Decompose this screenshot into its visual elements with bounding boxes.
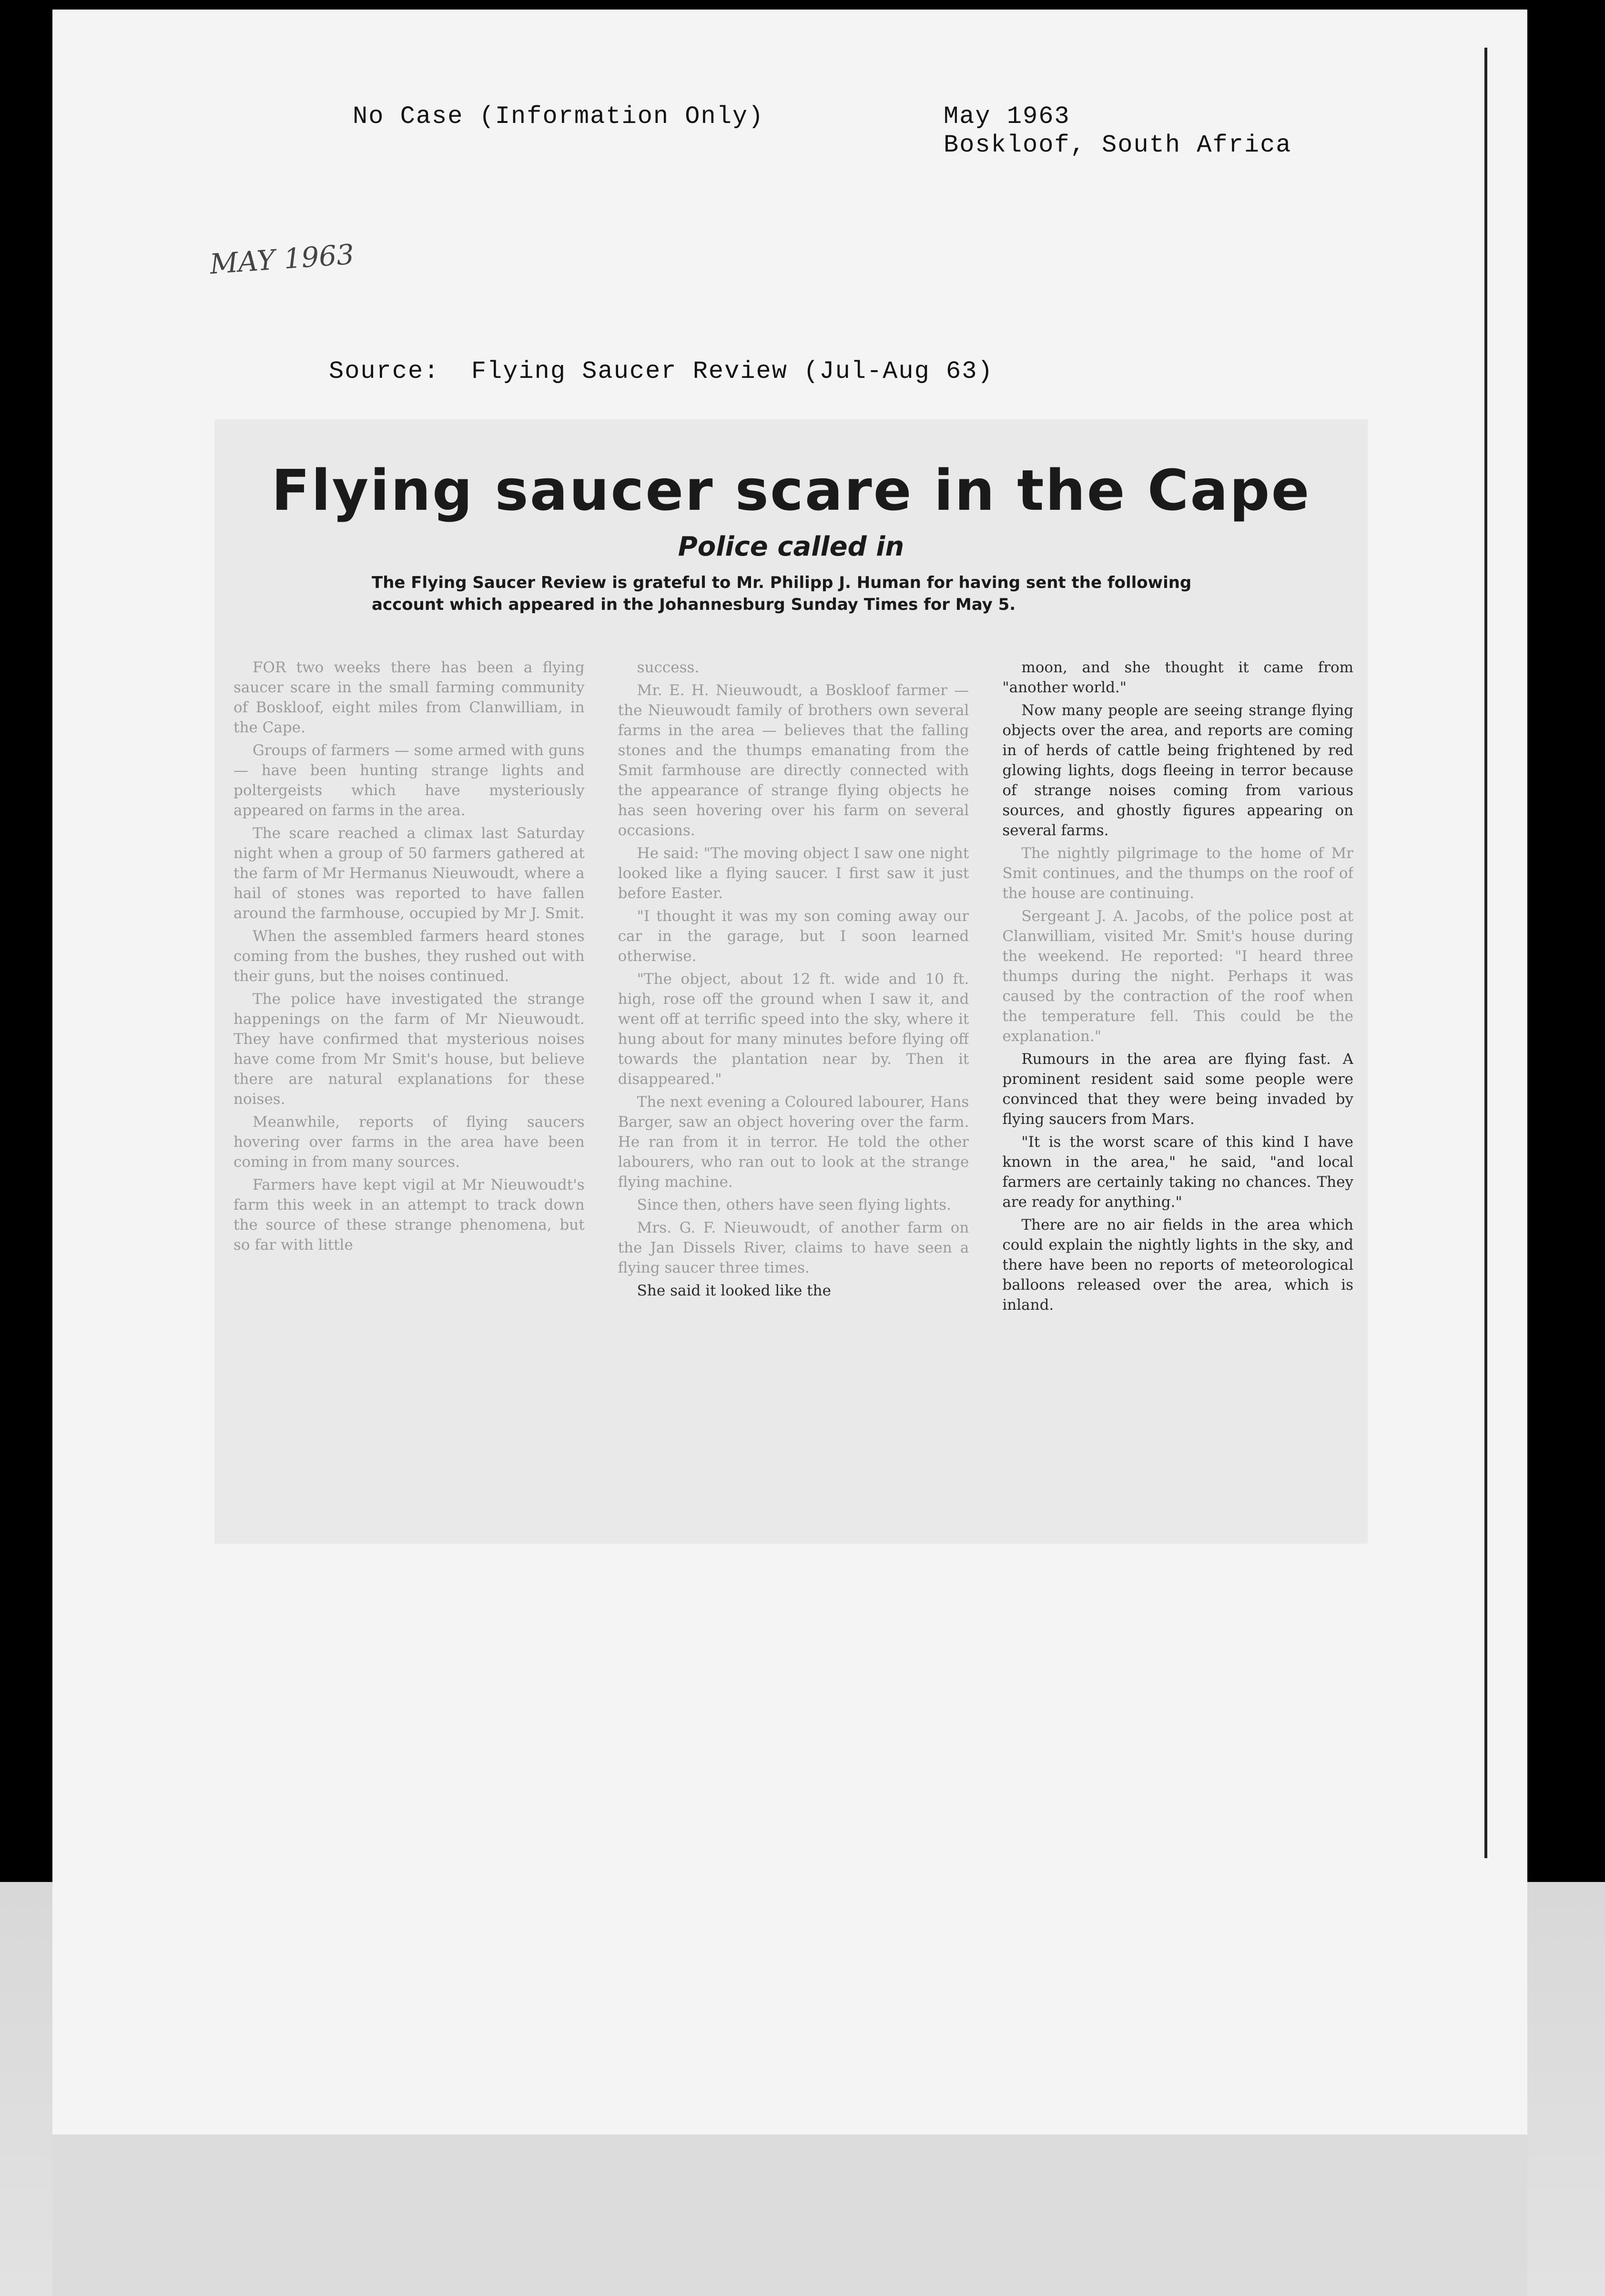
paragraph: Farmers have kept vigil at Mr Nieuwoudt's farm this week in an attempt to track down the source of these strange phenomena, but so far with little xyxy=(234,1176,585,1254)
paragraph: He said: "The moving object I saw one night looked like a flying saucer. I first saw it just before Easter. xyxy=(618,845,969,902)
handwritten-date: MAY 1963 xyxy=(208,238,356,281)
paragraph: Mr. E. H. Nieuwoudt, a Boskloof farmer — the Nieuwoudt family of brothers own several farms in the area — believes that the falling stones and the thumps emanating from the Smit farmhouse are directly connected with the appearance of strange flying objects he has seen hovering over his farm on several occasions. xyxy=(618,682,969,839)
paragraph: Now many people are seeing strange flying objects over the area, and reports are coming in of herds of cattle being frightened by red glowing lights, dogs fleeing in terror because of strange noises coming from various sources, and ghostly figures appearing on several farms. xyxy=(1002,702,1354,839)
report-location: Boskloof, South Africa xyxy=(944,131,1292,159)
paragraph: moon, and she thought it came from "another world." xyxy=(1002,659,1354,696)
paragraph: The scare reached a climax last Saturday night when a group of 50 farmers gathered at the farm of Mr Hermanus Nieuwoudt, where a hail of stones was reported to have fallen around the farmhouse, occupied by Mr J. Smit. xyxy=(234,825,585,922)
article-column-3 xyxy=(1002,657,1353,1529)
paragraph: success. xyxy=(637,659,700,676)
article-headline: Flying saucer scare in the Cape xyxy=(271,457,1311,523)
paragraph: FOR two weeks there has been a flying saucer scare in the small farming community of Boskloof, eight miles from Clanwilliam, in the Cape. xyxy=(234,659,585,736)
report-date: May 1963 xyxy=(944,102,1070,131)
article-columns xyxy=(234,657,1353,1529)
article-subheadline: Police called in xyxy=(678,531,904,562)
page-bottom-band xyxy=(52,2134,1527,2296)
paragraph: Rumours in the area are flying fast. A prominent resident said some people were convinced that they were being invaded by flying saucers from Mars. xyxy=(1002,1051,1354,1128)
paragraph: When the assembled farmers heard stones coming from the bushes, they rushed out with their guns, but the noises continued. xyxy=(234,928,585,985)
paragraph: Meanwhile, reports of flying saucers hovering over farms in the area have been coming in from many sources. xyxy=(234,1113,585,1171)
paragraph: "I thought it was my son coming away our car in the garage, but I soon learned otherwise. xyxy=(618,908,969,965)
paragraph: The next evening a Coloured labourer, Hans Barger, saw an object hovering over the farm. He ran from it in terror. He told the other labourers, who ran out to look at the strange flying machine. xyxy=(618,1093,969,1191)
paragraph: She said it looked like the xyxy=(637,1282,831,1299)
page-edge-line xyxy=(1484,48,1487,1858)
paragraph: Mrs. G. F. Nieuwoudt, of another farm on the Jan Dissels River, claims to have seen a flying saucer three times. xyxy=(618,1219,969,1276)
case-label: No Case (Information Only) xyxy=(353,102,764,131)
paragraph: "The object, about 12 ft. wide and 10 ft. high, rose off the ground when I saw it, and went off at terrific speed into the sky, where it hung about for many minutes before flying off towards the plantation near by. Then it disappeared." xyxy=(618,971,969,1088)
paragraph: The police have investigated the strange happenings on the farm of Mr Nieuwoudt. They have confirmed that mysterious noises have come from Mr Smit's house, but believe there are natural explanations for these noises. xyxy=(234,991,585,1108)
paragraph: Since then, others have seen flying lights. xyxy=(637,1196,952,1214)
source-line: Source: Flying Saucer Review (Jul-Aug 63) xyxy=(329,357,994,385)
paragraph: "It is the worst scare of this kind I have known in the area," he said, "and local farmers are certainly taking no chances. They are ready for anything." xyxy=(1002,1133,1354,1211)
paragraph: Groups of farmers — some armed with guns — have been hunting strange lights and poltergeists which have mysteriously appeared on farms in the area. xyxy=(234,742,585,819)
newspaper-clipping xyxy=(214,419,1368,1544)
paragraph: The nightly pilgrimage to the home of Mr Smit continues, and the thumps on the roof of the house are continuing. xyxy=(1002,845,1354,902)
paragraph: Sergeant J. A. Jacobs, of the police post at Clanwilliam, visited Mr. Smit's house during the weekend. He reported: "I heard three thumps during the night. Perhaps it was caused by the contraction of the roof when the temperature fell. This could be the explanation." xyxy=(1002,908,1354,1045)
article-intro: The Flying Saucer Review is grateful to Mr. Philipp J. Human for having sent the following account which appeared in the Johannesburg Sunday Times for May 5. xyxy=(372,573,1192,614)
paragraph: There are no air fields in the area which could explain the nightly lights in the sky, and there have been no reports of meteorological balloons released over the area, which is inland. xyxy=(1002,1216,1354,1314)
article-column-1 xyxy=(234,657,585,1529)
article-column-2 xyxy=(618,657,969,1529)
